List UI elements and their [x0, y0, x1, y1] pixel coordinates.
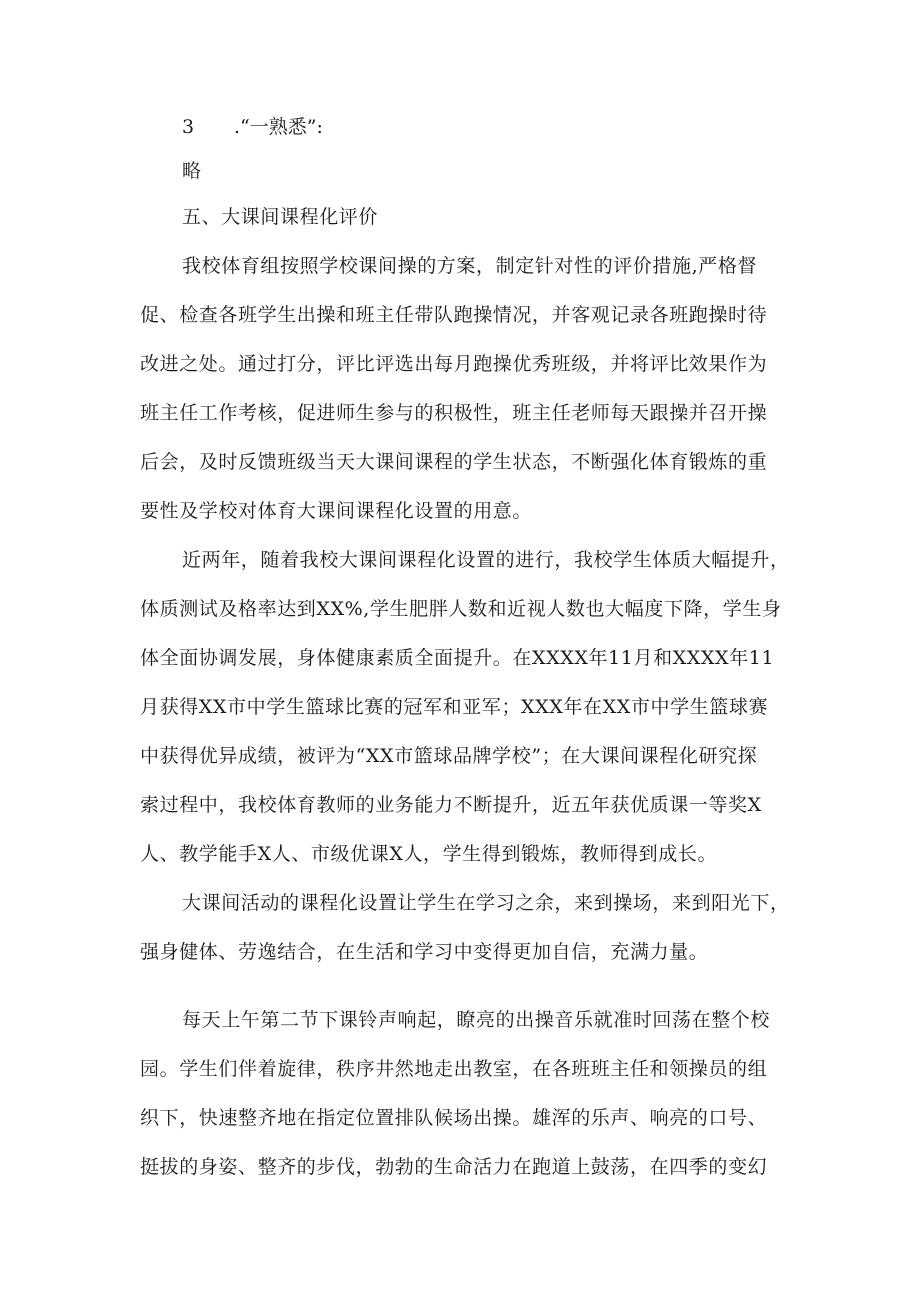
paragraph-line: 近两年，随着我校大课间课程化设置的进行，我校学生体质大幅提升，	[182, 549, 790, 571]
paragraph-line: 每天上午第二节下课铃声响起，瞭亮的出操音乐就准时回荡在整个校	[182, 1009, 771, 1031]
paragraph-line: 索过程中，我校体育教师的业务能力不断提升，近五年获优质课一等奖X	[140, 794, 762, 816]
item-3-label: .“一熟悉”:	[234, 116, 323, 138]
paragraph-line: 人、教学能手X人、市级优课X人，学生得到锻炼，教师得到成长。	[140, 843, 718, 865]
item-3-body: 略	[182, 160, 202, 182]
paragraph-line: 体质测试及格率达到XX%,学生肥胖人数和近视人数也大幅度下降，学生身	[140, 598, 782, 620]
item-3-number: 3	[182, 116, 195, 138]
paragraph-line: 改进之处。通过打分，评比评选出每月跑操优秀班级，并将评比效果作为	[140, 353, 768, 375]
paragraph-line: 织下，快速整齐地在指定位置排队候场出操。雄浑的乐声、响亮的口号、	[140, 1107, 768, 1129]
paragraph-line: 园。学生们伴着旋律，秩序井然地走出教室，在各班班主任和领操员的组	[140, 1058, 768, 1080]
paragraph-line: 月获得XX市中学生篮球比赛的冠军和亚军；XXX年在XX市中学生篮球赛	[140, 696, 769, 718]
paragraph-line: 要性及学校对体育大课间课程化设置的用意。	[140, 500, 533, 522]
paragraph-line: 中获得优异成绩，被评为“XX市篮球品牌学校”；在大课间课程化研究探	[140, 745, 758, 767]
section-5-heading: 五、大课间课程化评价	[182, 206, 379, 228]
paragraph-line: 大课间活动的课程化设置让学生在学习之余，来到操场，来到阳光下，	[182, 892, 790, 914]
paragraph-line: 班主任工作考核，促进师生参与的积极性，班主任老师每天跟操并召开操	[140, 402, 768, 424]
paragraph-line: 强身健体、劳逸结合，在生活和学习中变得更加自信，充满力量。	[140, 941, 709, 963]
paragraph-line: 促、检查各班学生出操和班主任带队跑操情况，并客观记录各班跑操时待	[140, 304, 768, 326]
paragraph-line: 体全面协调发展，身体健康素质全面提升。在XXXX年11月和XXXX年11	[140, 647, 775, 669]
paragraph-line: 挺拔的身姿、整齐的步伐，勃勃的生命活力在跑道上鼓荡，在四季的变幻	[140, 1156, 768, 1178]
paragraph-line: 我校体育组按照学校课间操的方案，制定针对性的评价措施,严格督	[182, 255, 758, 277]
paragraph-line: 后会，及时反馈班级当天大课间课程的学生状态，不断强化体育锻炼的重	[140, 451, 768, 473]
